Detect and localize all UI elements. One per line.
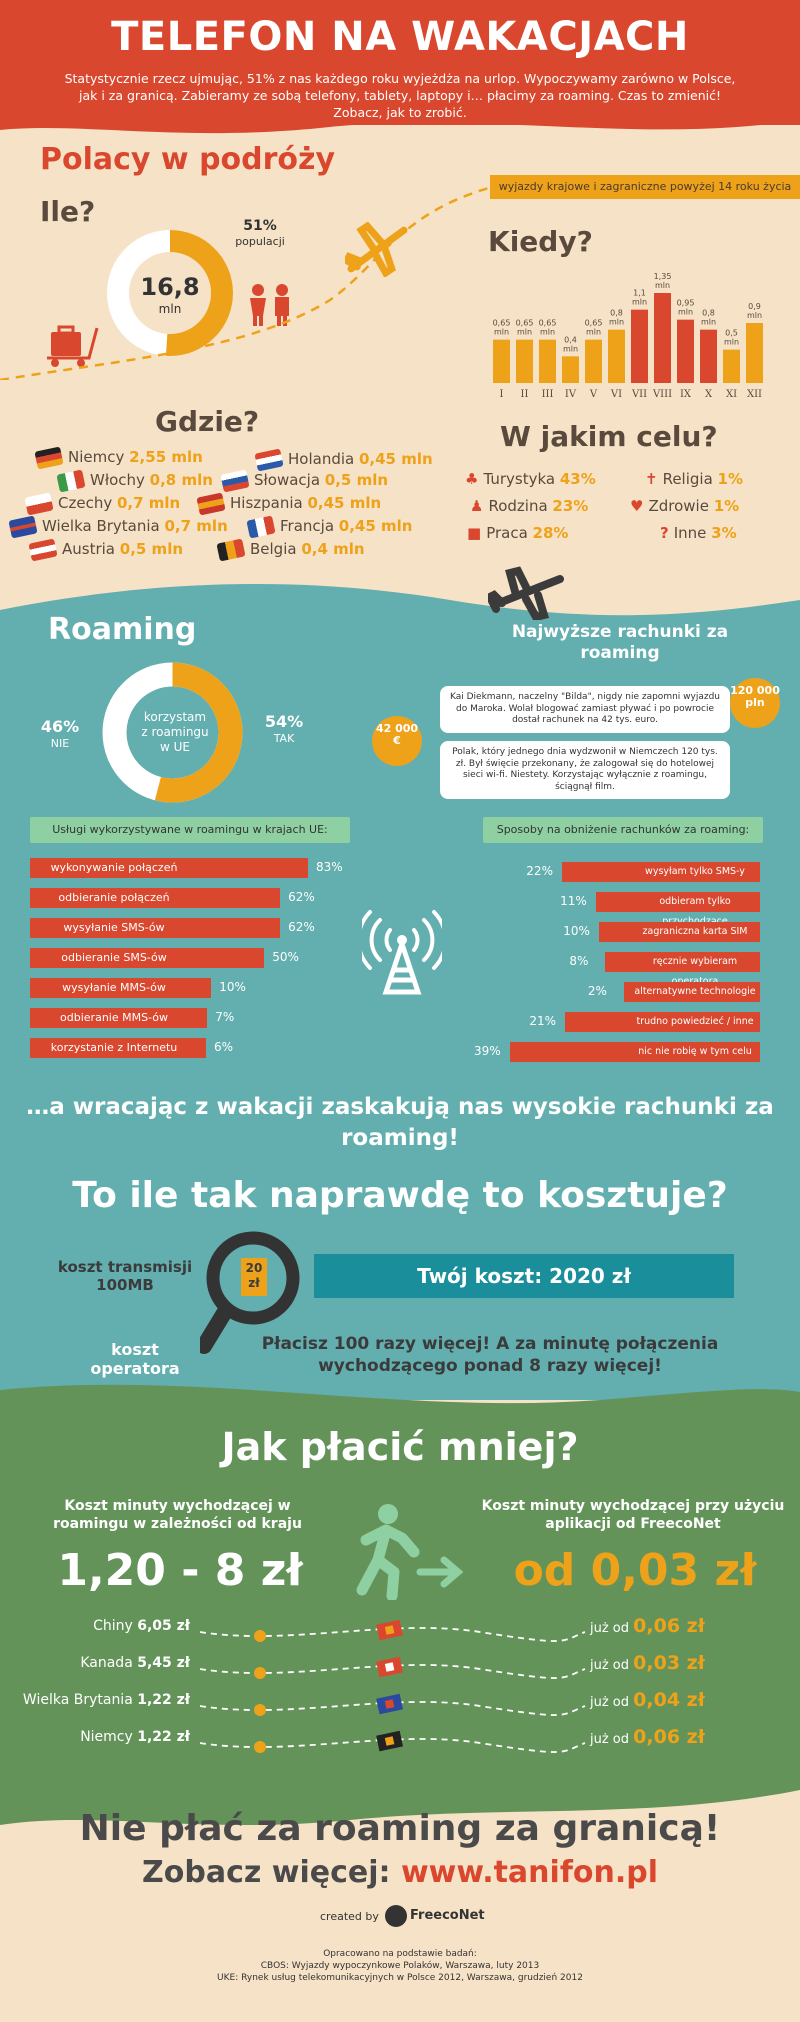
purpose-value: 23% (552, 497, 589, 515)
saving-row (500, 952, 760, 972)
app-price-prefix: już od (590, 1621, 634, 1636)
destination-country: Wielka Brytania (42, 517, 165, 535)
flag-icon (246, 515, 275, 538)
app-price-value: 0,06 zł (633, 1615, 705, 1637)
saving-label: odbieram tylko (630, 892, 760, 912)
travelers-value: 16,8 (140, 273, 200, 301)
roaming-minute-header: Koszt minuty wychodzącej w roamingu w zależności od kraju (53, 1498, 302, 1532)
month-label-III: III (541, 389, 554, 400)
saving-pct: 39% (474, 1044, 501, 1058)
roaming-yes-pct: 54% (264, 712, 304, 731)
bill-story-1: Kai Diekmann, naczelny "Bilda", nigdy nie zapomni wyjazdu do Maroka. Wolał blogować zamiast pływać i po powrocie dostał rachunek na 42 tys. euro. (440, 686, 730, 733)
destination-item (254, 471, 388, 489)
saving-label: ręcznie wybieram (630, 952, 760, 972)
purpose-label: Praca (486, 524, 533, 542)
call-flag-mark (385, 1662, 394, 1671)
month-label-X: X (704, 389, 713, 400)
service-label: odbieranie MMS-ów (30, 1008, 198, 1028)
travelers-unit: mln (158, 302, 182, 316)
intro-text: Statystycznie rzecz ujmując, 51% z nas każdego roku wyjeżdża na urlop. Wypoczywamy zarówno w Polsce, jak i za granicą. Zabieramy ze sobą telefony, tablety, laptopy i… płacimy za roaming. Czas to zmienić! Zobacz, jak to zrobić. (64, 71, 736, 120)
destination-item (250, 540, 365, 558)
month-unit-IX: mln (677, 307, 694, 317)
month-bar-IX (677, 320, 694, 383)
country-roaming-price: 6,05 zł (137, 1618, 190, 1634)
service-pct: 6% (213, 1040, 233, 1054)
destination-country: Hiszpania (230, 494, 308, 512)
app-price-prefix: już od (590, 1695, 634, 1710)
flag-icon (56, 469, 85, 492)
destination-country: Słowacja (254, 471, 325, 489)
antenna-icon (362, 900, 442, 995)
heart-icon: ♥ (630, 497, 644, 515)
purpose-item (630, 497, 739, 515)
bill-amount-2: 42 000 € (372, 716, 422, 766)
purpose-item (470, 497, 588, 515)
service-row (30, 948, 350, 968)
month-unit-VIII: mln (654, 281, 671, 290)
purpose-item (465, 470, 596, 488)
saving-row (500, 1012, 760, 1032)
service-row (30, 1008, 350, 1028)
country-price (93, 1618, 190, 1634)
family-icon: ♟ (470, 497, 484, 515)
country-name: Kanada (80, 1655, 138, 1671)
month-bar-XII (746, 323, 763, 383)
saving-row (500, 982, 760, 1002)
ile-title: Ile? (40, 195, 96, 228)
service-label: odbieranie połączeń (30, 888, 198, 908)
flag-icon (28, 538, 57, 561)
exit-runner-icon (340, 1500, 470, 1600)
destination-value: 2,55 mln (129, 448, 203, 466)
cost-title: To ile tak naprawdę to kosztuje? (72, 1175, 728, 1216)
saving-label: alternatywne technologie (630, 982, 760, 1002)
cross-icon: ✝ (645, 470, 658, 488)
country-price (80, 1729, 190, 1745)
service-label: wysyłanie MMS-ów (30, 978, 198, 998)
flag-icon (8, 515, 37, 538)
monthly-bar-chart (485, 245, 765, 405)
app-price-value: 0,04 zł (633, 1689, 705, 1711)
purpose-item (467, 524, 568, 542)
call-flag-mark (385, 1699, 394, 1708)
wracajac-text: …a wracając z wakacji zaskakują nas wysokie rachunki za roaming! (26, 1094, 774, 1151)
purpose-value: 1% (713, 497, 740, 515)
destination-value: 0,4 mln (301, 540, 365, 558)
month-label-I: I (499, 389, 504, 400)
destination-country: Niemcy (68, 448, 130, 466)
travel-section-title: Polacy w podróży (40, 142, 336, 177)
month-unit-VII: mln (631, 297, 648, 307)
month-value-X: 0,8 (702, 308, 715, 318)
operator-cost: 20 zł (241, 1258, 267, 1296)
savings-header: Sposoby na obniżenie rachunków za roaming: (483, 817, 763, 843)
destination-item (288, 450, 433, 468)
saving-label: trudno powiedzieć / inne (630, 1012, 760, 1032)
month-bar-IV (562, 356, 579, 383)
saving-pct: 2% (587, 984, 607, 998)
country-roaming-price: 1,22 zł (137, 1729, 190, 1745)
phone-icon (254, 1704, 266, 1716)
destination-country: Włochy (90, 471, 150, 489)
service-pct: 83% (316, 860, 343, 874)
call-flag-mark (385, 1736, 394, 1745)
saving-pct: 11% (560, 894, 587, 908)
flag-icon (254, 448, 283, 471)
phone-icon (254, 1630, 266, 1642)
roaming-no-pct: 46% (40, 717, 80, 736)
destination-country: Belgia (250, 540, 302, 558)
app-price-row (590, 1652, 705, 1674)
country-price (23, 1692, 190, 1708)
saving-label: wysyłam tylko SMS-y (630, 862, 760, 882)
destination-value: 0,45 mln (358, 450, 433, 468)
destination-value: 0,7 mln (164, 517, 228, 535)
call-lines (190, 1610, 590, 1760)
phone-icon (254, 1741, 266, 1753)
freeconet-logo-text: FreecoNet (410, 1908, 485, 1923)
country-name: Niemcy (80, 1729, 138, 1745)
footer-url-link[interactable]: www.tanifon.pl (400, 1855, 658, 1890)
question-icon: ? (660, 524, 669, 542)
country-roaming-price: 5,45 zł (137, 1655, 190, 1671)
month-bar-V (585, 340, 602, 383)
services-header: Usługi wykorzystywane w roamingu w krajach UE: (30, 817, 350, 843)
purpose-item (645, 470, 743, 488)
airplane-icon (345, 222, 410, 277)
sources-head: Opracowano na podstawie badań: (323, 1949, 477, 1959)
saving-pct: 8% (569, 954, 589, 968)
app-minute-header: Koszt minuty wychodzącej przy użyciu aplikacji od FreecoNet (481, 1498, 785, 1532)
transfer-cost-label: koszt transmisji 100MB (57, 1258, 193, 1294)
operator-cost-label: koszt operatora (90, 1340, 180, 1378)
app-price-prefix: już od (590, 1732, 634, 1747)
purpose-value: 43% (559, 470, 596, 488)
app-price-row (590, 1726, 705, 1748)
month-value-VII: 1,1 (633, 288, 646, 298)
month-bar-I (493, 340, 510, 383)
created-by-label: created by (320, 1910, 379, 1923)
month-unit-X: mln (700, 317, 717, 327)
country-name: Wielka Brytania (22, 1692, 138, 1708)
month-value-IV: 0,4 (564, 335, 577, 345)
destination-item (90, 471, 213, 489)
saving-label: nic nie robię w tym celu (630, 1042, 760, 1062)
flag-icon (216, 538, 245, 561)
population-pct: 51% (243, 218, 277, 234)
airplane-dark-icon (488, 565, 568, 620)
saving-row (500, 862, 760, 882)
destination-item (280, 517, 412, 535)
month-value-VI: 0,8 (610, 308, 623, 318)
purpose-label: Inne (673, 524, 712, 542)
month-bar-VIII (654, 293, 671, 383)
service-pct: 62% (288, 920, 315, 934)
month-unit-III: mln (539, 327, 556, 337)
destination-value: 0,8 mln (149, 471, 213, 489)
month-value-II: 0,65 (515, 318, 534, 328)
destination-value: 0,7 mln (116, 494, 181, 512)
destination-country: Holandia (288, 450, 359, 468)
month-bar-III (539, 340, 556, 383)
month-label-VII: VII (631, 389, 648, 400)
country-name: Chiny (93, 1618, 138, 1634)
service-pct: 10% (219, 980, 246, 994)
saving-pct: 22% (526, 864, 553, 878)
destination-item (68, 448, 203, 466)
bills-title: Najwyższe rachunki za roaming (511, 622, 729, 663)
service-row (30, 1038, 350, 1058)
month-value-V: 0,65 (584, 318, 603, 328)
country-roaming-price: 1,22 zł (137, 1692, 190, 1708)
source-1: CBOS: Wyjazdy wypoczynkowe Polaków, Warszawa, luty 2013 (260, 1961, 540, 1971)
kiedy-title: Kiedy? (488, 225, 593, 258)
destination-country: Austria (62, 540, 120, 558)
app-price-row (590, 1615, 705, 1637)
month-unit-IV: mln (562, 344, 579, 354)
purpose-value: 3% (711, 524, 737, 542)
saving-pct: 10% (563, 924, 590, 938)
month-value-IX: 0,95 (676, 298, 695, 308)
app-price-value: 0,03 zł (633, 1652, 705, 1674)
flag-icon (34, 446, 63, 469)
purpose-label: Rodzina (488, 497, 553, 515)
destination-country: Czechy (58, 494, 117, 512)
service-row (30, 858, 350, 878)
saving-label: zagraniczna karta SIM (630, 922, 760, 942)
banner-note: wyjazdy krajowe i zagraniczne powyżej 14 roku życia (490, 175, 800, 199)
phone-icon (254, 1667, 266, 1679)
destination-item (62, 540, 183, 558)
destination-value: 0,5 mln (119, 540, 184, 558)
purpose-value: 28% (532, 524, 569, 542)
service-label: wykonywanie połączeń (30, 858, 198, 878)
sources (0, 1948, 800, 1984)
month-unit-II: mln (516, 327, 533, 337)
destination-country: Francja (280, 517, 339, 535)
gdzie-title: Gdzie? (155, 405, 260, 438)
month-label-XII: XII (746, 389, 763, 400)
pay-more-text: Płacisz 100 razy więcej! A za minutę połączenia wychodzącego ponad 8 razy więcej! (261, 1334, 719, 1376)
saving-pct: 21% (529, 1014, 557, 1028)
page-title: TELEFON NA WAKACJACH (111, 14, 689, 60)
purpose-value: 1% (717, 470, 744, 488)
destination-value: 0,45 mln (338, 517, 413, 535)
month-value-III: 0,65 (538, 318, 557, 328)
source-2: UKE: Rynek usług telekomunikacyjnych w Polsce 2012, Warszawa, grudzień 2012 (217, 1973, 583, 1983)
roaming-title: Roaming (48, 612, 197, 647)
purpose-label: Zdrowie (648, 497, 714, 515)
app-price: od 0,03 zł (513, 1545, 757, 1596)
month-value-XII: 0,9 (748, 302, 761, 311)
cel-title: W jakim celu? (500, 420, 718, 453)
month-label-IV: IV (564, 389, 577, 400)
footer-more-label: Zobacz więcej: (141, 1855, 391, 1890)
month-label-V: V (589, 389, 598, 400)
purpose-item (660, 524, 737, 542)
month-bar-VII (631, 310, 648, 383)
population-label: populacji (235, 235, 285, 248)
month-bar-II (516, 340, 533, 383)
footer-more (0, 1855, 800, 1890)
service-row (30, 888, 350, 908)
destination-value: 0,5 mln (324, 471, 389, 489)
call-flag-mark (385, 1625, 394, 1634)
month-bar-VI (608, 330, 625, 383)
pay-less-title: Jak płacić mniej? (221, 1425, 579, 1469)
service-pct: 50% (272, 950, 299, 964)
month-unit-VI: mln (608, 317, 625, 327)
month-label-IX: IX (679, 389, 692, 400)
service-pct: 62% (288, 890, 315, 904)
service-row (30, 978, 350, 998)
purpose-label: Religia (662, 470, 718, 488)
service-pct: 7% (215, 1010, 235, 1024)
flag-icon (24, 492, 53, 515)
footer-headline: Nie płać za roaming za granicą! (79, 1808, 721, 1849)
freeconet-logo-icon (385, 1905, 407, 1927)
flag-icon (196, 492, 225, 515)
month-unit-I: mln (493, 327, 510, 337)
month-value-XI: 0,5 (725, 328, 738, 338)
service-label: odbieranie SMS-ów (30, 948, 198, 968)
saving-row (500, 892, 760, 912)
destination-value: 0,45 mln (307, 494, 382, 512)
service-label: korzystanie z Internetu (30, 1038, 198, 1058)
destination-item (58, 494, 180, 512)
month-value-I: 0,65 (492, 318, 511, 328)
saving-row (500, 922, 760, 942)
purpose-label: Turystyka (483, 470, 560, 488)
month-bar-X (700, 330, 717, 383)
roaming-no-label: NIE (50, 737, 70, 750)
app-price-prefix: już od (590, 1658, 634, 1673)
month-label-VIII: VIII (652, 389, 673, 400)
app-price-value: 0,06 zł (633, 1726, 705, 1748)
month-unit-V: mln (585, 327, 602, 337)
app-price-row (590, 1689, 705, 1711)
month-label-VI: VI (610, 389, 623, 400)
briefcase-icon: ■ (467, 524, 482, 542)
your-cost-bar: Twój koszt: 2020 zł (314, 1254, 734, 1298)
country-price (80, 1655, 190, 1671)
month-label-XI: XI (725, 389, 738, 400)
roaming-yes-label: TAK (273, 732, 295, 745)
service-row (30, 918, 350, 938)
bill-story-2: Polak, który jednego dnia wydzwonił w Niemczech 120 tys. zł. Był święcie przekonany, że zalogował się do hotelowej sieci wi-fi. Niestety. Korzystając wyłącznie z roamingu, ściągnął film. (440, 741, 730, 799)
palm-icon: ♣ (465, 470, 479, 488)
roaming-range: 1,20 - 8 zł (57, 1545, 303, 1596)
month-unit-XII: mln (746, 311, 763, 320)
month-label-II: II (520, 389, 529, 400)
month-unit-XI: mln (723, 337, 740, 347)
roaming-donut-text: korzystam z roamingu w UE (141, 710, 209, 754)
saving-row (474, 1042, 760, 1062)
destination-item (230, 494, 381, 512)
month-bar-XI (723, 350, 740, 383)
flag-icon (220, 469, 249, 492)
month-value-VIII: 1,35 (653, 272, 672, 281)
destination-item (42, 517, 228, 535)
bill-amount-1: 120 000 pln (730, 678, 780, 728)
service-label: wysyłanie SMS-ów (30, 918, 198, 938)
